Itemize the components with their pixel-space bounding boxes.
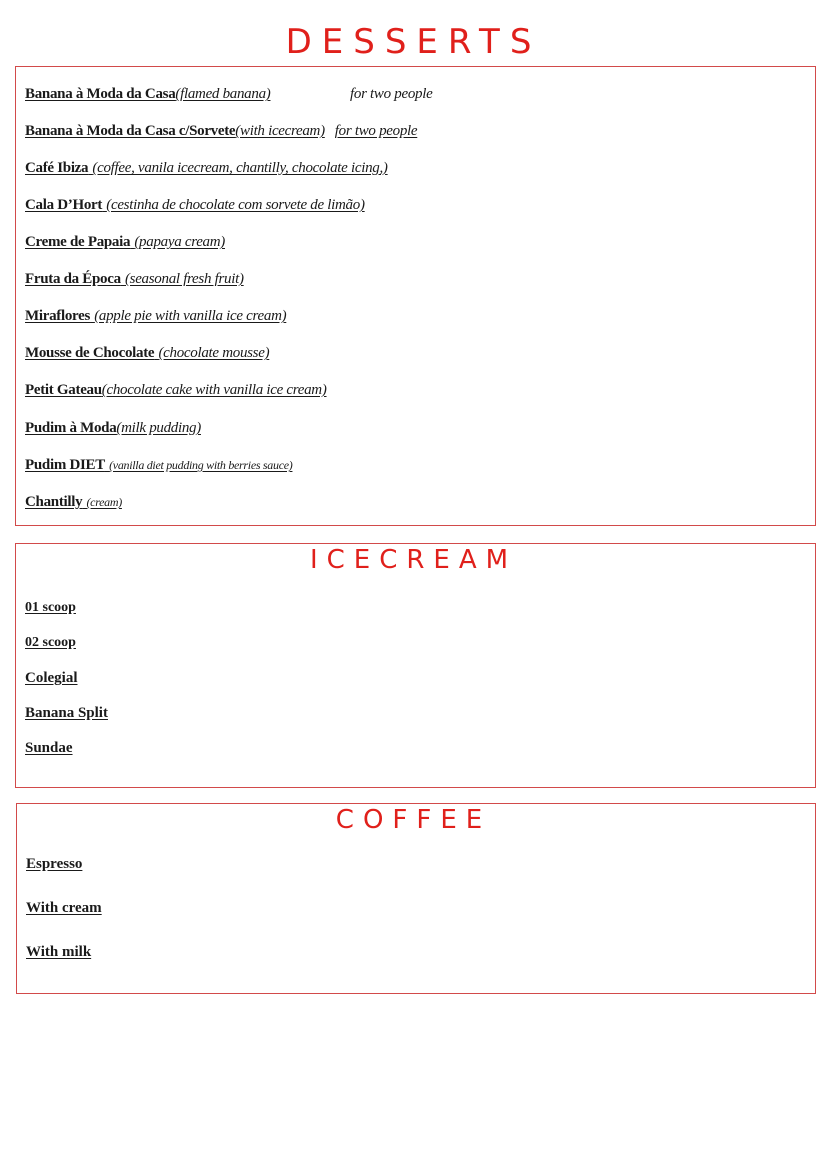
menu-item: 01 scoop [25,600,76,615]
item-desc: (papaya cream) [134,234,225,250]
menu-item: Espresso [26,856,83,872]
coffee-title: COFFEE [335,805,492,835]
item-desc: (cestinha de chocolate com sorvete de limão) [106,197,365,213]
item-name: Café Ibiza [25,160,89,176]
menu-item [25,234,225,251]
menu-item [25,345,269,362]
item-desc: (flamed banana) [175,86,271,102]
menu-item [25,494,122,511]
item-name: Pudim à Moda [25,420,117,436]
item-desc: (vanilla diet pudding with berries sauce) [109,458,293,472]
icecream-title: ICECREAM [309,545,518,575]
menu-item [25,123,417,140]
item-name: Banana à Moda da Casa c/Sorvete [25,123,236,139]
item-desc: (chocolate mousse) [158,345,270,361]
item-name: Miraflores [25,308,91,324]
item-desc: (chocolate cake with vanilla ice cream) [101,382,327,398]
item-desc: (seasonal fresh fruit) [124,271,244,287]
menu-item [25,86,433,103]
menu-item: Banana Split [25,705,108,721]
menu-item [25,197,365,214]
item-desc: (with icecream) [235,123,325,139]
menu-item: With cream [26,900,102,916]
menu-item [25,457,292,474]
menu-item: Sundae [25,740,73,756]
item-name: Banana à Moda da Casa [25,86,176,102]
menu-item [25,160,388,177]
item-name: Creme de Papaia [25,234,131,250]
item-name: Petit Gateau [25,382,102,398]
item-name: Mousse de Chocolate [25,345,155,361]
item-name: Pudim DIET [25,457,105,473]
item-name: Cala D’Hort [25,197,103,213]
item-desc: (apple pie with vanilla ice cream) [94,308,287,324]
menu-item: 02 scoop [25,635,76,650]
menu-item: With milk [26,944,92,960]
menu-item [25,382,327,399]
desserts-title: DESSERTS [285,22,542,62]
menu-item [25,271,244,288]
item-desc: (cream) [86,495,122,509]
item-name: Fruta da Época [25,271,121,287]
menu-item: Colegial [25,670,78,686]
menu-item [25,308,286,325]
item-name: Chantilly [25,494,83,510]
menu-item [25,420,201,437]
item-desc: (coffee, vanila icecream, chantilly, chocolate icing,) [92,160,388,176]
item-desc: (milk pudding) [116,420,201,436]
icecream-section-box [15,543,816,788]
item-extra: for two people [334,123,418,139]
item-extra: for two people [350,86,433,102]
